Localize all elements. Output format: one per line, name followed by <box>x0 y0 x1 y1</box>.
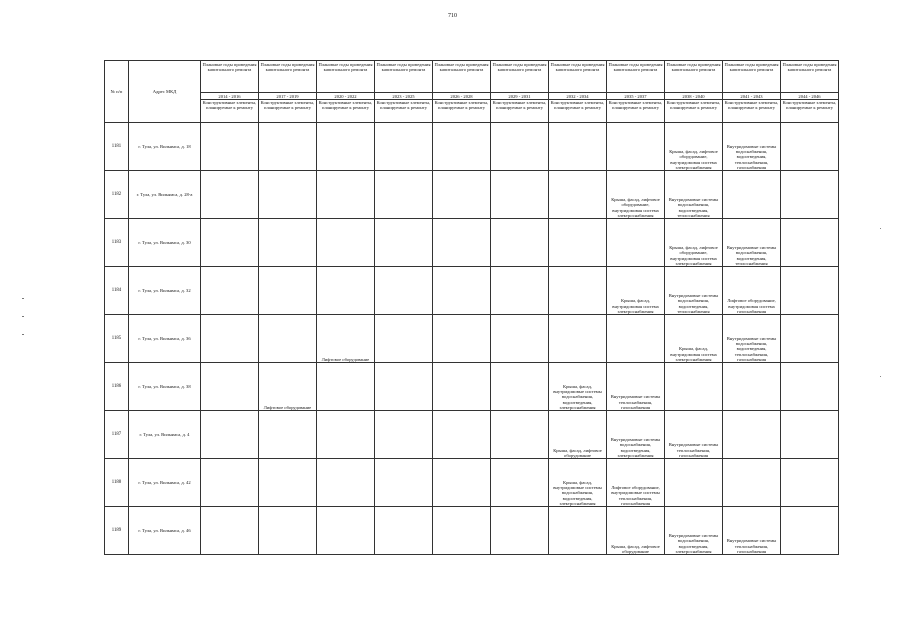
margin-mark <box>880 376 881 377</box>
repair-elements-cell <box>781 459 839 507</box>
repair-elements-cell <box>781 267 839 315</box>
repair-elements-cell <box>723 363 781 411</box>
repair-elements-cell <box>491 459 549 507</box>
period-year-range: 2026 - 2028 <box>433 93 491 100</box>
period-year-range: 2035 - 2037 <box>607 93 665 100</box>
row-number: 1187 <box>105 411 129 459</box>
repair-elements-cell <box>317 363 375 411</box>
repair-elements-cell <box>375 459 433 507</box>
repair-elements-cell <box>317 507 375 555</box>
repair-elements-cell <box>375 411 433 459</box>
repair-elements-cell <box>259 411 317 459</box>
period-header-label: Плановые годы проведения капитального ремонта <box>259 61 317 93</box>
period-header-label: Плановые годы проведения капитального ремонта <box>723 61 781 93</box>
repair-elements-cell <box>607 123 665 171</box>
repair-elements-cell <box>491 171 549 219</box>
repair-elements-cell: Крыша, фасад, внутридомовая система электроснабжения <box>665 315 723 363</box>
repair-schedule-table <box>104 60 839 555</box>
repair-elements-cell: Лифтовое оборудование <box>259 363 317 411</box>
margin-mark <box>22 298 24 299</box>
row-address: г. Тула, ул. Вильямса, д. 36 <box>129 315 201 363</box>
row-number: 1182 <box>105 171 129 219</box>
repair-elements-cell <box>259 267 317 315</box>
table-row <box>105 219 839 267</box>
period-header-label: Плановые годы проведения капитального ремонта <box>375 61 433 93</box>
repair-elements-cell: Крыша, фасад, внутридомовые системы водоснабжения, водоотведения, электроснабжения <box>549 459 607 507</box>
row-address: г. Тула, ул. Вильямса, д. 46 <box>129 507 201 555</box>
period-header-label: Плановые годы проведения капитального ремонта <box>491 61 549 93</box>
repair-elements-cell: Внутридомовые системы водоснабжения, водоотведения, теплоснабжения <box>665 171 723 219</box>
repair-elements-cell <box>549 171 607 219</box>
period-year-range: 2023 - 2025 <box>375 93 433 100</box>
repair-elements-cell <box>491 315 549 363</box>
repair-elements-cell <box>375 171 433 219</box>
period-header-label: Плановые годы проведения капитального ремонта <box>781 61 839 93</box>
period-year-range: 2014 - 2016 <box>201 93 259 100</box>
repair-elements-cell <box>549 267 607 315</box>
repair-elements-cell <box>375 123 433 171</box>
row-number: 1185 <box>105 315 129 363</box>
repair-elements-cell: Внутридомовые системы водоснабжения, водоотведения, теплоснабжения <box>723 219 781 267</box>
repair-elements-cell <box>201 267 259 315</box>
margin-mark <box>22 334 24 335</box>
period-elements-header: Конструктивные элементы, планируемые к ремонту <box>375 100 433 123</box>
repair-elements-cell <box>201 363 259 411</box>
repair-elements-cell: Внутридомовые системы водоснабжения, водоотведения, теплоснабжения <box>665 267 723 315</box>
repair-elements-cell <box>317 123 375 171</box>
period-elements-header: Конструктивные элементы, планируемые к ремонту <box>317 100 375 123</box>
period-year-range: 2032 - 2034 <box>549 93 607 100</box>
repair-elements-cell: Крыша, фасад, внутридомовые системы водоснабжения, водоотведения, электроснабжения <box>549 363 607 411</box>
period-elements-header: Конструктивные элементы, планируемые к ремонту <box>665 100 723 123</box>
repair-elements-cell <box>317 219 375 267</box>
repair-elements-cell <box>317 171 375 219</box>
repair-elements-cell <box>317 459 375 507</box>
repair-elements-cell <box>201 219 259 267</box>
repair-elements-cell <box>491 411 549 459</box>
period-header-label: Плановые годы проведения капитального ремонта <box>201 61 259 93</box>
repair-elements-cell <box>201 171 259 219</box>
period-elements-header: Конструктивные элементы, планируемые к ремонту <box>607 100 665 123</box>
table-row <box>105 267 839 315</box>
repair-elements-cell <box>549 315 607 363</box>
repair-elements-cell: Крыша, фасад, внутридомовая система электроснабжения <box>607 267 665 315</box>
row-number: 1188 <box>105 459 129 507</box>
repair-elements-cell <box>491 363 549 411</box>
repair-elements-cell <box>491 507 549 555</box>
row-address: г. Тула, ул. Вильямса, д. 30 <box>129 219 201 267</box>
repair-elements-cell <box>549 219 607 267</box>
repair-elements-cell <box>259 171 317 219</box>
repair-elements-cell <box>433 267 491 315</box>
period-year-range: 2017 - 2019 <box>259 93 317 100</box>
repair-schedule-sheet <box>104 60 839 555</box>
period-elements-header: Конструктивные элементы, планируемые к ремонту <box>259 100 317 123</box>
repair-elements-cell <box>607 219 665 267</box>
repair-elements-cell <box>375 219 433 267</box>
repair-elements-cell: Внутридомовые системы теплоснабжения, газоснабжения <box>607 363 665 411</box>
repair-elements-cell <box>781 507 839 555</box>
repair-elements-cell: Крыша, фасад, лифтовое оборудование <box>549 411 607 459</box>
repair-elements-cell <box>201 315 259 363</box>
row-number: 1186 <box>105 363 129 411</box>
repair-elements-cell <box>723 171 781 219</box>
repair-elements-cell <box>433 363 491 411</box>
row-address: г. Тула, ул. Вильямса, д. 4 <box>129 411 201 459</box>
repair-elements-cell <box>375 315 433 363</box>
repair-elements-cell <box>549 507 607 555</box>
period-elements-header: Конструктивные элементы, планируемые к ремонту <box>549 100 607 123</box>
repair-elements-cell: Внутридомовые системы водоснабжения, водоотведения, электроснабжения <box>665 507 723 555</box>
repair-elements-cell <box>433 411 491 459</box>
row-number: 1183 <box>105 219 129 267</box>
period-header-label: Плановые годы проведения капитального ремонта <box>607 61 665 93</box>
repair-elements-cell <box>723 411 781 459</box>
repair-elements-cell <box>665 459 723 507</box>
repair-elements-cell: Внутридомовые системы теплоснабжения, газоснабжения <box>665 411 723 459</box>
repair-elements-cell <box>781 123 839 171</box>
repair-elements-cell <box>781 219 839 267</box>
repair-elements-cell: Лифтовое оборудование <box>317 315 375 363</box>
period-header-label: Плановые годы проведения капитального ремонта <box>549 61 607 93</box>
repair-elements-cell <box>259 315 317 363</box>
repair-elements-cell <box>259 219 317 267</box>
repair-elements-cell: Внутридомовые системы водоснабжения, водоотведения, теплоснабжения, газоснабжения <box>723 123 781 171</box>
repair-elements-cell: Лифтовое оборудование, внутридомовая система газоснабжения <box>723 267 781 315</box>
period-elements-header: Конструктивные элементы, планируемые к ремонту <box>491 100 549 123</box>
repair-elements-cell <box>781 411 839 459</box>
repair-elements-cell <box>433 171 491 219</box>
period-elements-header: Конструктивные элементы, планируемые к ремонту <box>433 100 491 123</box>
period-elements-header: Конструктивные элементы, планируемые к ремонту <box>201 100 259 123</box>
repair-elements-cell <box>259 459 317 507</box>
period-elements-header: Конструктивные элементы, планируемые к ремонту <box>723 100 781 123</box>
repair-elements-cell <box>259 507 317 555</box>
repair-elements-cell <box>433 219 491 267</box>
period-header-label: Плановые годы проведения капитального ремонта <box>317 61 375 93</box>
repair-elements-cell <box>375 363 433 411</box>
table-row <box>105 363 839 411</box>
table-body <box>105 123 839 555</box>
repair-elements-cell: Крыша, фасад, лифтовое оборудование, внутридомовая система электроснабжения <box>665 219 723 267</box>
repair-elements-cell <box>549 123 607 171</box>
row-address: г. Тула, ул. Вильямса, д. 32 <box>129 267 201 315</box>
repair-elements-cell <box>781 315 839 363</box>
table-row <box>105 459 839 507</box>
page-number: 710 <box>448 13 457 19</box>
repair-elements-cell <box>201 507 259 555</box>
repair-elements-cell <box>201 123 259 171</box>
repair-elements-cell <box>781 171 839 219</box>
repair-elements-cell <box>491 267 549 315</box>
table-row <box>105 123 839 171</box>
repair-elements-cell <box>201 411 259 459</box>
column-header-address: Адрес МКД <box>129 61 201 123</box>
repair-elements-cell <box>723 459 781 507</box>
repair-elements-cell <box>375 267 433 315</box>
period-header-label: Плановые годы проведения капитального ремонта <box>665 61 723 93</box>
row-address: г. Тула, ул. Вильямса, д. 18 <box>129 123 201 171</box>
repair-elements-cell: Внутридомовые системы водоснабжения, водоотведения, теплоснабжения, газоснабжения <box>723 315 781 363</box>
repair-elements-cell <box>317 267 375 315</box>
period-year-range: 2041 - 2043 <box>723 93 781 100</box>
repair-elements-cell: Крыша, фасад, лифтовое оборудование, внутридомовая система электроснабжения <box>665 123 723 171</box>
repair-elements-cell <box>375 507 433 555</box>
repair-elements-cell <box>433 507 491 555</box>
repair-elements-cell: Лифтовое оборудование, внутридомовые системы теплоснабжения, газоснабжения <box>607 459 665 507</box>
repair-elements-cell <box>201 459 259 507</box>
repair-elements-cell <box>433 123 491 171</box>
repair-elements-cell <box>607 315 665 363</box>
table-row <box>105 315 839 363</box>
column-header-number: № п/п <box>105 61 129 123</box>
repair-elements-cell: Крыша, фасад, лифтовое оборудование <box>607 507 665 555</box>
margin-mark <box>22 316 24 317</box>
period-year-range: 2038 - 2040 <box>665 93 723 100</box>
repair-elements-cell <box>665 363 723 411</box>
period-elements-header: Конструктивные элементы, планируемые к ремонту <box>781 100 839 123</box>
repair-elements-cell <box>433 459 491 507</box>
row-number: 1181 <box>105 123 129 171</box>
row-number: 1189 <box>105 507 129 555</box>
table-header <box>105 61 839 123</box>
row-address: г. Тула, ул. Вильямса, д. 28-а <box>129 171 201 219</box>
row-address: г. Тула, ул. Вильямса, д. 38 <box>129 363 201 411</box>
table-row <box>105 171 839 219</box>
repair-elements-cell <box>433 315 491 363</box>
period-header-label: Плановые годы проведения капитального ремонта <box>433 61 491 93</box>
table-row <box>105 411 839 459</box>
repair-elements-cell <box>491 123 549 171</box>
period-year-range: 2020 - 2022 <box>317 93 375 100</box>
row-number: 1184 <box>105 267 129 315</box>
repair-elements-cell <box>781 363 839 411</box>
margin-mark <box>880 228 881 229</box>
row-address: г. Тула, ул. Вильямса, д. 42 <box>129 459 201 507</box>
table-row <box>105 507 839 555</box>
period-year-range: 2044 - 2046 <box>781 93 839 100</box>
repair-elements-cell: Внутридомовые системы водоснабжения, водоотведения, электроснабжения <box>607 411 665 459</box>
repair-elements-cell <box>491 219 549 267</box>
period-year-range: 2029 - 2031 <box>491 93 549 100</box>
repair-elements-cell: Внутридомовые системы теплоснабжения, газоснабжения <box>723 507 781 555</box>
repair-elements-cell <box>259 123 317 171</box>
repair-elements-cell: Крыша, фасад, лифтовое оборудование, внутридомовая система электроснабжения <box>607 171 665 219</box>
repair-elements-cell <box>317 411 375 459</box>
